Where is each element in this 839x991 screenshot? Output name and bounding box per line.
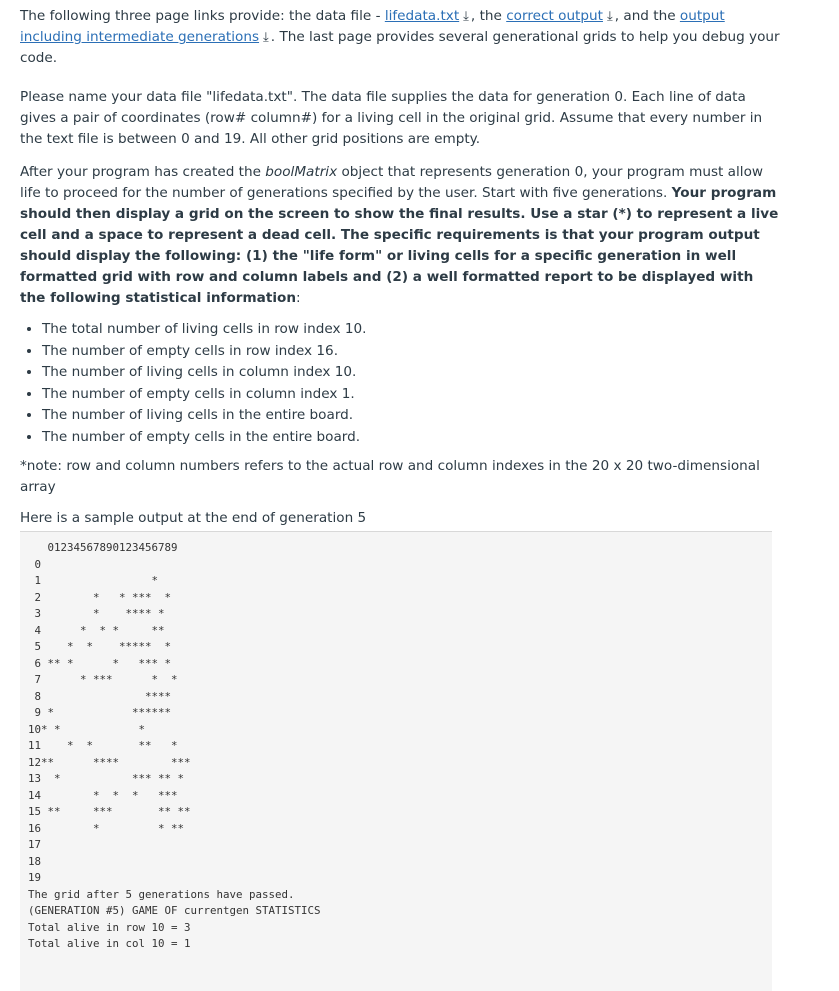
list-item: • The number of living cells in the entire board.: [42, 405, 780, 427]
list-item: • The number of living cells in column index 10.: [42, 362, 780, 384]
statistics-header: The grid after 5 generations have passed. (GENERATION #5) GAME OF currentgen STATISTICS: [28, 887, 321, 917]
statistics-totals: Total alive in row 10 = 3 Total alive in col 10 = 1: [28, 920, 191, 950]
list-item: • The total number of living cells in row index 10.: [42, 319, 780, 341]
download-icon[interactable]: ⤓: [263, 30, 269, 45]
list-item: • The number of empty cells in column index 1.: [42, 384, 780, 406]
data-file-paragraph: Please name your data file "lifedata.txt". The data file supplies the data for generation 0. Each line of data gives a pair of coordinates (row# column#) for a living cell in the original grid. Assume that every number in the text file is between 0 and 19. All other grid positions are empty.: [20, 89, 763, 147]
list-item: • The number of empty cells in row index 16.: [42, 341, 780, 363]
requirements-paragraph: After your program has created the boolMatrix object that represents generation 0, your program must allow life to proceed for the number of generations specified by the user. Start with five generations. Your program should then display a grid on the screen to show the final results. Use a star (*) to represent a live cell and a space to represent a dead cell. The specific requirements is that your program output should display the following: (1) the "life form" or living cells for a specific generation in well formatted grid with row and column labels and (2) a well formatted report to be displayed with the following statistical information:: [20, 164, 779, 306]
download-icon[interactable]: ⤓: [606, 9, 613, 24]
intermediate-output-link[interactable]: output including intermediate generations: [20, 8, 725, 45]
list-item: • The number of empty cells in the entire board.: [42, 427, 780, 449]
statistics-list: [20, 319, 780, 448]
assignment-content: [20, 0, 780, 991]
lifedata-link[interactable]: lifedata.txt: [384, 8, 460, 24]
index-note: *note: row and column numbers refers to the actual row and column indexes in the 20 x 20 two-dimensional array: [20, 458, 760, 495]
download-icon[interactable]: ⤓: [463, 9, 469, 24]
generation-grid: 01234567890123456789 0 1 * 2 * * *** * 3 * **** * 4 * * * ** 5 * * ***** * 6 ** * * *** * 7 * *** * * 8 **** 9 * ****** 10* * * 11 * * ** * 12** **** *** 13 * *** ** * 14 * * * *** 15 ** *** ** ** 16 * * ** 17 18 19: [28, 541, 191, 884]
intro-paragraph: The following three page links provide: the data file - lifedata.txt ⤓ , the correct output ⤓ , and the output including intermediate generations ⤓ . The last page provides several generational grids to help you debug your code.: [20, 8, 780, 66]
requirements-bold: Your program should then display a grid on the screen to show the final results. Use a star (*) to represent a live cell and a space to represent a dead cell. The specific requirements is that your program output should display the following: (1) the "life form" or living cells for a specific generation in well formatted grid with row and column labels and (2) a well formatted report to be displayed with the following statistical information: [20, 185, 779, 306]
sample-output-title: Here is a sample output at the end of generation 5: [20, 510, 367, 526]
correct-output-link[interactable]: correct output: [506, 8, 603, 24]
sample-output-codeblock: [20, 531, 772, 991]
